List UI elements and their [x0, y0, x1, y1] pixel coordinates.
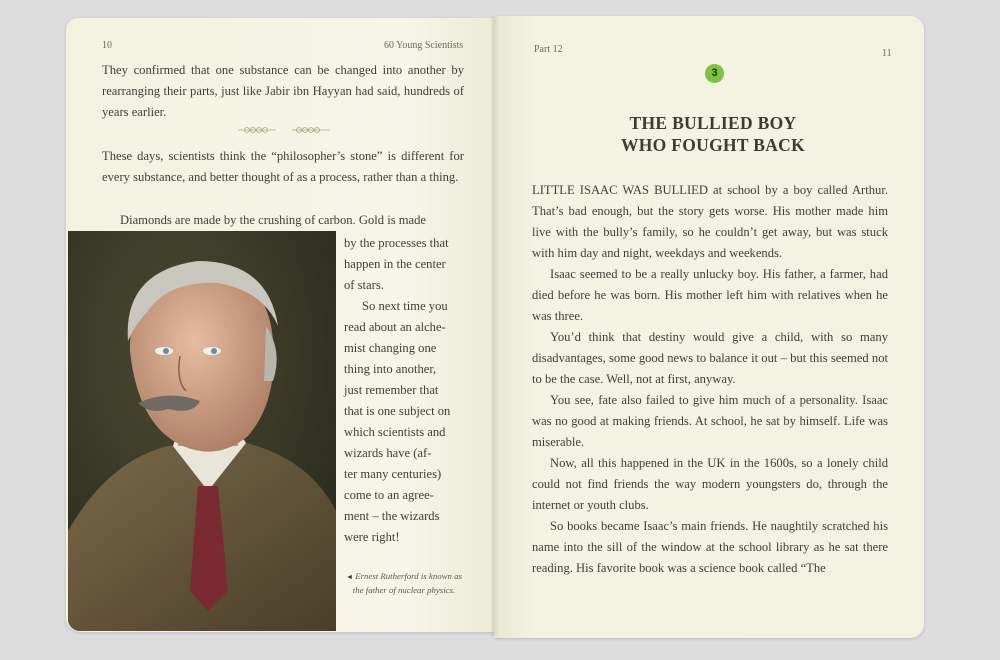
wrap-line: of stars. [344, 278, 384, 292]
caption-arrow-icon: ◄ [346, 573, 354, 581]
right-paragraph [532, 180, 888, 264]
paragraph-text: They confirmed that one substance can be changed into another by rearranging their parts, just like Jabir ibn Hayyan had said, hundreds of years earlier. [102, 63, 464, 119]
wrap-line: were right! [344, 530, 400, 544]
wrap-line: ment – the wizards [344, 509, 440, 523]
leaf-divider-icon [236, 124, 332, 136]
right-paragraph: So books became Isaac’s main friends. He naughtily scratched his name into the sill of the window at the school library as he sat there reading. His favorite book was a science book called “The [532, 519, 888, 575]
wrap-line: which scientists and [344, 425, 446, 439]
right-paragraph: Now, all this happened in the UK in the 1600s, so a lonely child could not find friends the way modern youngsters do, through the internet or youth clubs. [532, 456, 888, 512]
caption-line: Ernest Rutherford is known as [355, 571, 462, 581]
book-gutter [490, 16, 500, 636]
caption-line: the father of nuclear physics. [352, 585, 456, 595]
paragraph-text: at school by a boy called Arthur. That’s bad enough, but the story gets worse. His mother made him live with the bully’s family, so he couldn’t get away, but was stuck with him day and night, weekdays and weekends. [532, 183, 888, 260]
chapter-number-badge: 3 [705, 64, 724, 83]
right-page-number: 11 [882, 48, 892, 59]
portrait-photo [68, 231, 336, 631]
left-page-number: 10 [102, 40, 112, 51]
photo-caption [340, 570, 468, 597]
wrap-line: thing into another, [344, 362, 437, 376]
wrap-line: ter many centuries) [344, 467, 442, 481]
paragraph-text: These days, scientists think the “philosopher’s stone” is different for every substance, and better thought of as a process, rather than a thing. [102, 149, 464, 184]
lead-in-caps: LITTLE ISAAC WAS BULLIED [532, 183, 708, 197]
right-running-head: Part 12 [534, 44, 563, 55]
wrap-line: happen in the center [344, 257, 446, 271]
wrap-line: wizards have (af- [344, 446, 432, 460]
left-paragraph-3 [102, 210, 464, 231]
left-paragraph-2 [102, 146, 464, 188]
right-body-text [532, 180, 888, 579]
right-paragraph: You see, fate also failed to give him much of a personality. Isaac was no good at making friends. At school, he sat by himself. Life was miserable. [532, 393, 888, 449]
wrap-line: come to an agree- [344, 488, 434, 502]
right-paragraph: Isaac seemed to be a really unlucky boy. His father, a farmer, had died before he was born. His mother left him with relatives when he was three. [532, 267, 888, 323]
right-paragraph: You’d think that destiny would give a child, with so many disadvantages, some good news to balance it out – but this seemed not to be the case. Well, not at first, anyway. [532, 330, 888, 386]
wrap-line: read about an alche- [344, 320, 446, 334]
wrap-line: So next time you [362, 299, 448, 313]
wrap-line: mist changing one [344, 341, 437, 355]
left-paragraph-1 [102, 60, 464, 123]
wrapped-text-column [344, 233, 462, 548]
chapter-title-line: WHO FOUGHT BACK [620, 135, 806, 155]
chapter-title-line: THE BULLIED BOY [629, 113, 797, 133]
paragraph-text: Diamonds are made by the crushing of carbon. Gold is made [120, 213, 427, 227]
chapter-title [560, 112, 866, 156]
left-running-head: 60 Young Scientists [384, 40, 464, 51]
wrap-line: by the processes that [344, 236, 449, 250]
wrap-line: just remember that [344, 383, 439, 397]
wrap-line: that is one subject on [344, 404, 451, 418]
